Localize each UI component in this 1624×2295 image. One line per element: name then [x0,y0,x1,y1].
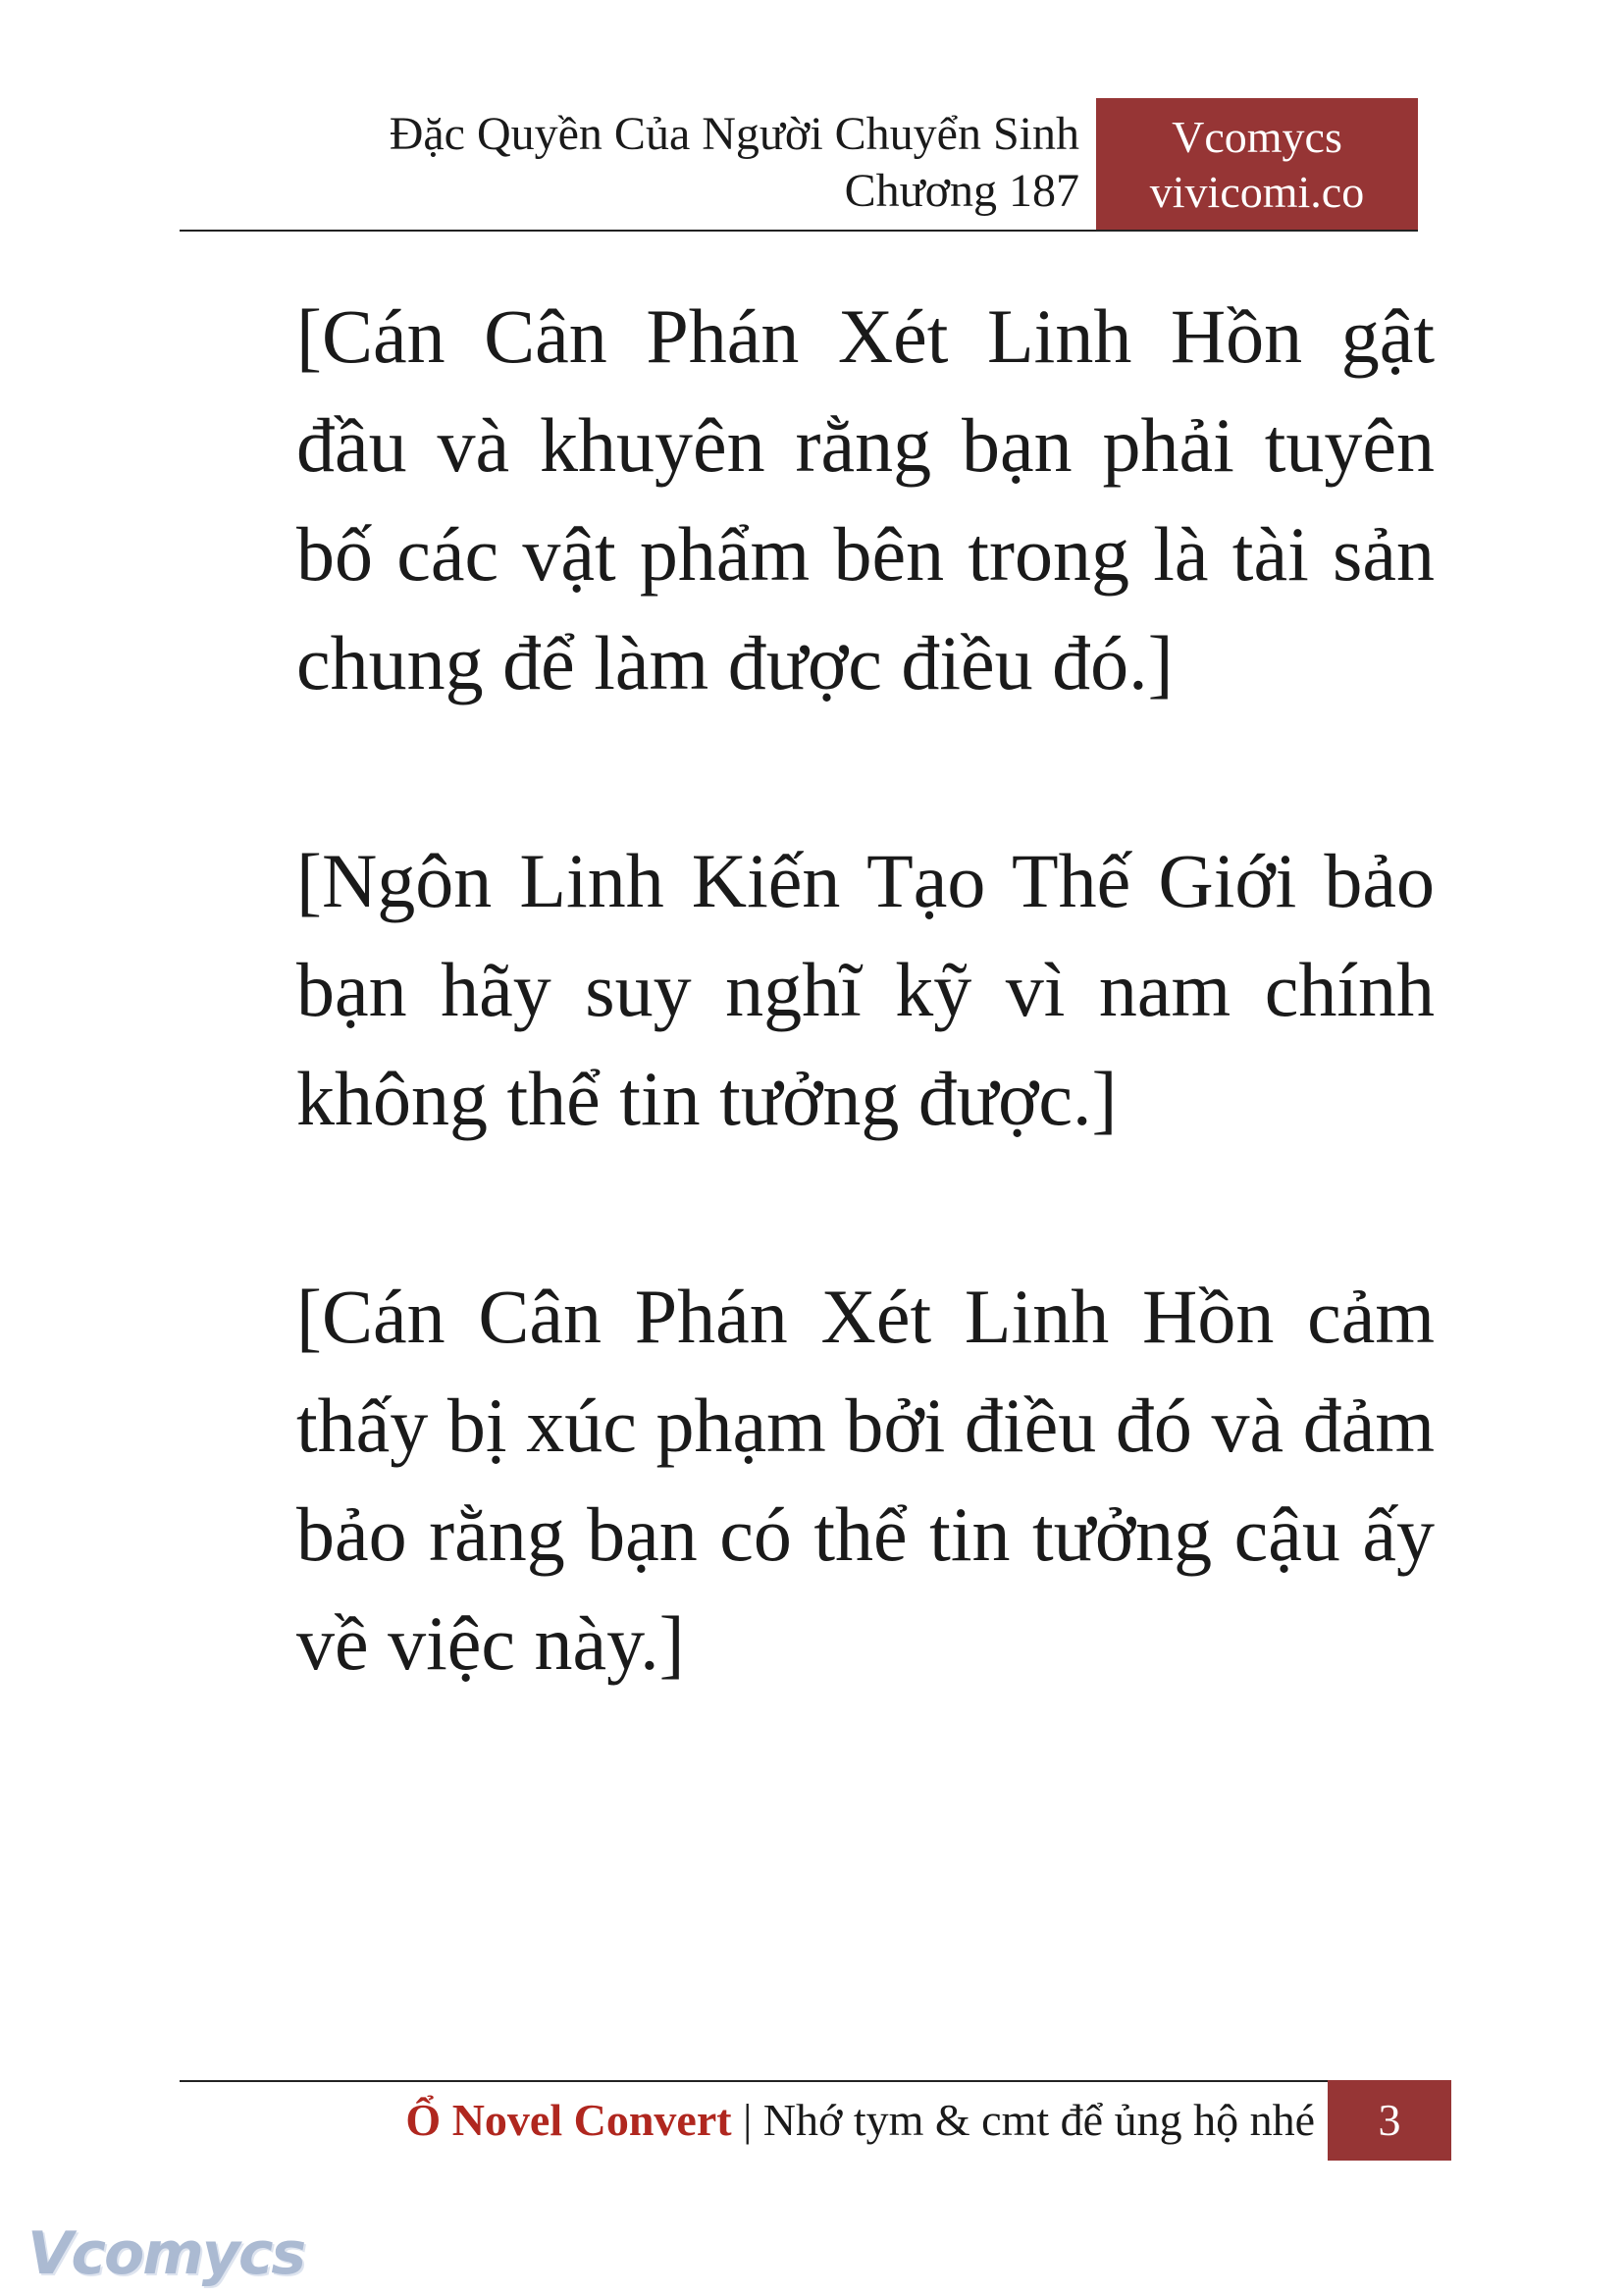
chapter-label: Chương 187 [844,165,1079,217]
watermark-logo: Vcomycs [27,2219,305,2288]
header-divider [180,230,1418,232]
source-badge [1096,98,1418,232]
footer-divider [180,2080,1328,2082]
footer-separator: | [743,2095,753,2145]
paragraph: [Cán Cân Phán Xét Linh Hồn gật đầu và khuyên rằng bạn phải tuyên bố các vật phẩm bên trong là tài sản chung để làm được điều đó.] [296,293,1435,705]
page-number: 3 [1328,2080,1451,2161]
novel-title: Đặc Quyền Của Người Chuyển Sinh [389,108,1079,160]
footer-brand: Ổ Novel Convert [405,2095,732,2145]
paragraph: [Ngôn Linh Kiến Tạo Thế Giới bảo bạn hãy suy nghĩ kỹ vì nam chính không thể tin tưởng được.] [296,838,1435,1141]
badge-site-name: Vcomycs [1172,112,1342,162]
paragraph: [Cán Cân Phán Xét Linh Hồn cảm thấy bị xúc phạm bởi điều đó và đảm bảo rằng bạn có thể tin tưởng cậu ấy về việc này.] [296,1274,1435,1686]
footer-text [294,2092,1315,2149]
footer-note: Nhớ tym & cmt để ủng hộ nhé [762,2095,1315,2145]
badge-site-url: vivicomi.co [1149,167,1365,217]
header-titles [294,106,1079,220]
chapter-content [296,282,1435,1697]
